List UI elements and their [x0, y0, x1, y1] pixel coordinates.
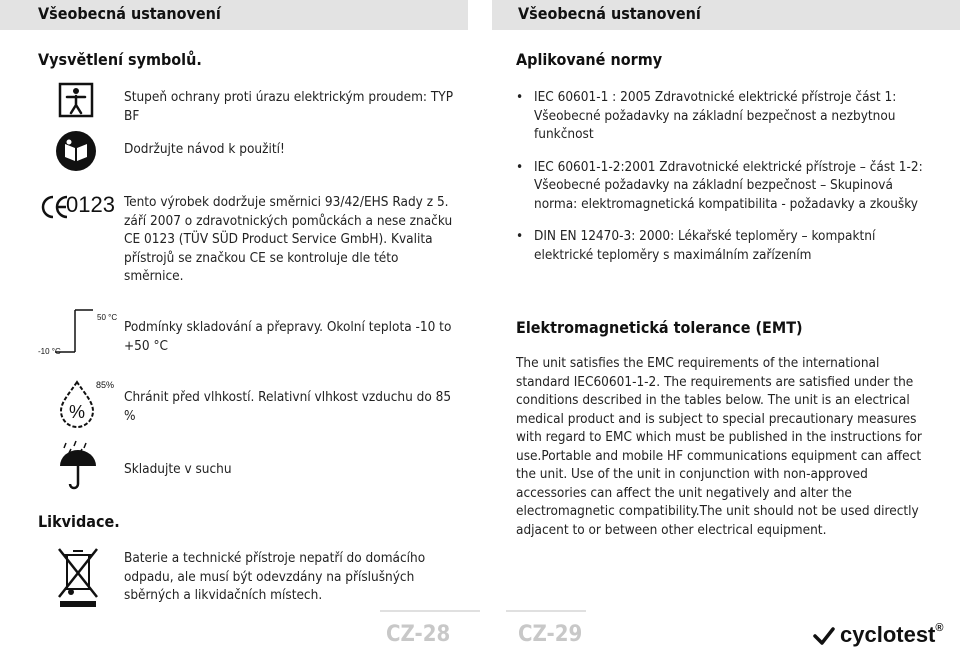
- ce-mark-number: 0123: [66, 192, 115, 217]
- norms-list: [516, 88, 936, 278]
- read-manual-icon: [55, 130, 97, 176]
- symbol-text-keep-dry: Skladujte v suchu: [124, 461, 232, 477]
- bullet-icon: •: [516, 158, 524, 175]
- norm-item: [516, 158, 936, 214]
- norm-text: IEC 60601-1 : 2005 Zdravotnické elektrické přístroje část 1: Všeobecné požadavky na základní bezpečnost a nezbytnou funkčnost: [534, 89, 897, 142]
- norm-item: [516, 227, 936, 264]
- disposal-title: Likvidace.: [38, 512, 120, 531]
- bullet-icon: •: [516, 228, 524, 244]
- right-header-bar: [492, 0, 960, 30]
- humidity-icon: [55, 378, 99, 432]
- page-number-right: CZ-29: [518, 622, 583, 647]
- bullet-icon: •: [516, 89, 524, 105]
- cyclotest-logo-icon: [812, 625, 836, 651]
- symbol-text-temperature: Podmínky skladování a přepravy. Okolní teplota -10 to +50 °C: [124, 319, 452, 354]
- footer-divider-left: [380, 610, 480, 612]
- type-bf-person-icon: [58, 82, 94, 122]
- disposal-text: Baterie a technické přístroje nepatří do domácího odpadu, ale musí být odevzdány na příslušných sběrných a likvidačních místech.: [124, 550, 426, 603]
- right-header-title: Všeobecná ustanovení: [518, 4, 701, 23]
- symbol-text-type-bf: Stupeň ochrany proti úrazu elektrickým proudem: TYP BF: [124, 89, 454, 124]
- norm-item: [516, 88, 936, 144]
- symbol-text-ce: Tento výrobek dodržuje směrnici 93/42/EHS Rady z 5. září 2007 o zdravotnických pomůckách a nese značku CE 0123 (TÜV SÜD Product Service GmbH). Kvalita přístrojů se značkou CE se kontroluje dle této směrnice.: [124, 194, 453, 284]
- symbol-text-read-manual: Dodržujte návod k použití!: [124, 141, 285, 157]
- norm-text: DIN EN 12470-3: 2000: Lékařské teploměry – kompaktní elektrické teploměry s maximálním zařízením: [534, 228, 876, 263]
- left-header-title: Všeobecná ustanovení: [38, 4, 221, 23]
- thermometer-high-label: 50 °C: [97, 313, 118, 322]
- thermometer-low-label: -10 °C: [38, 347, 61, 356]
- umbrella-icon: [56, 440, 100, 496]
- emc-text: The unit satisfies the EMC requirements of the international standard IEC60601-1-2. The requirements are satisfied under the conditions described in the tables below. The unit is an electrical medical product and is subject to special precautionary measures with regard to EMC which must be published in the instructions for use.Portable and mobile HF communications equipment can affect the unit. Use of the unit in conjunction with non-approved accessories can affect the unit negatively and alter the electromagnetic compatibility.The unit should not be used directly adjacent to or between other electrical equipment.: [516, 355, 922, 538]
- footer-divider-right: [506, 610, 586, 612]
- weee-bin-icon: [57, 545, 99, 611]
- emc-title: Elektromagnetická tolerance (EMT): [516, 318, 803, 337]
- humidity-label: 85%: [96, 380, 115, 390]
- brand-name: cyclotest®: [840, 622, 944, 647]
- symbol-text-humidity: Chránit před vlhkostí. Relativní vlhkost vzduchu do 85 %: [124, 389, 452, 424]
- symbols-title: Vysvětlení symbolů.: [38, 50, 202, 69]
- norm-text: IEC 60601-1-2:2001 Zdravotnické elektrické přístroje – část 1-2: Všeobecné požadavky na základní bezpečnost – Skupinová norma: elektromagnetická kompatibilita - požadavky a zkoušky: [534, 158, 923, 212]
- svg-text:%: %: [68, 402, 86, 422]
- norms-title: Aplikované normy: [516, 50, 663, 69]
- page-number-left: CZ-28: [386, 622, 451, 647]
- left-header-bar: [0, 0, 468, 30]
